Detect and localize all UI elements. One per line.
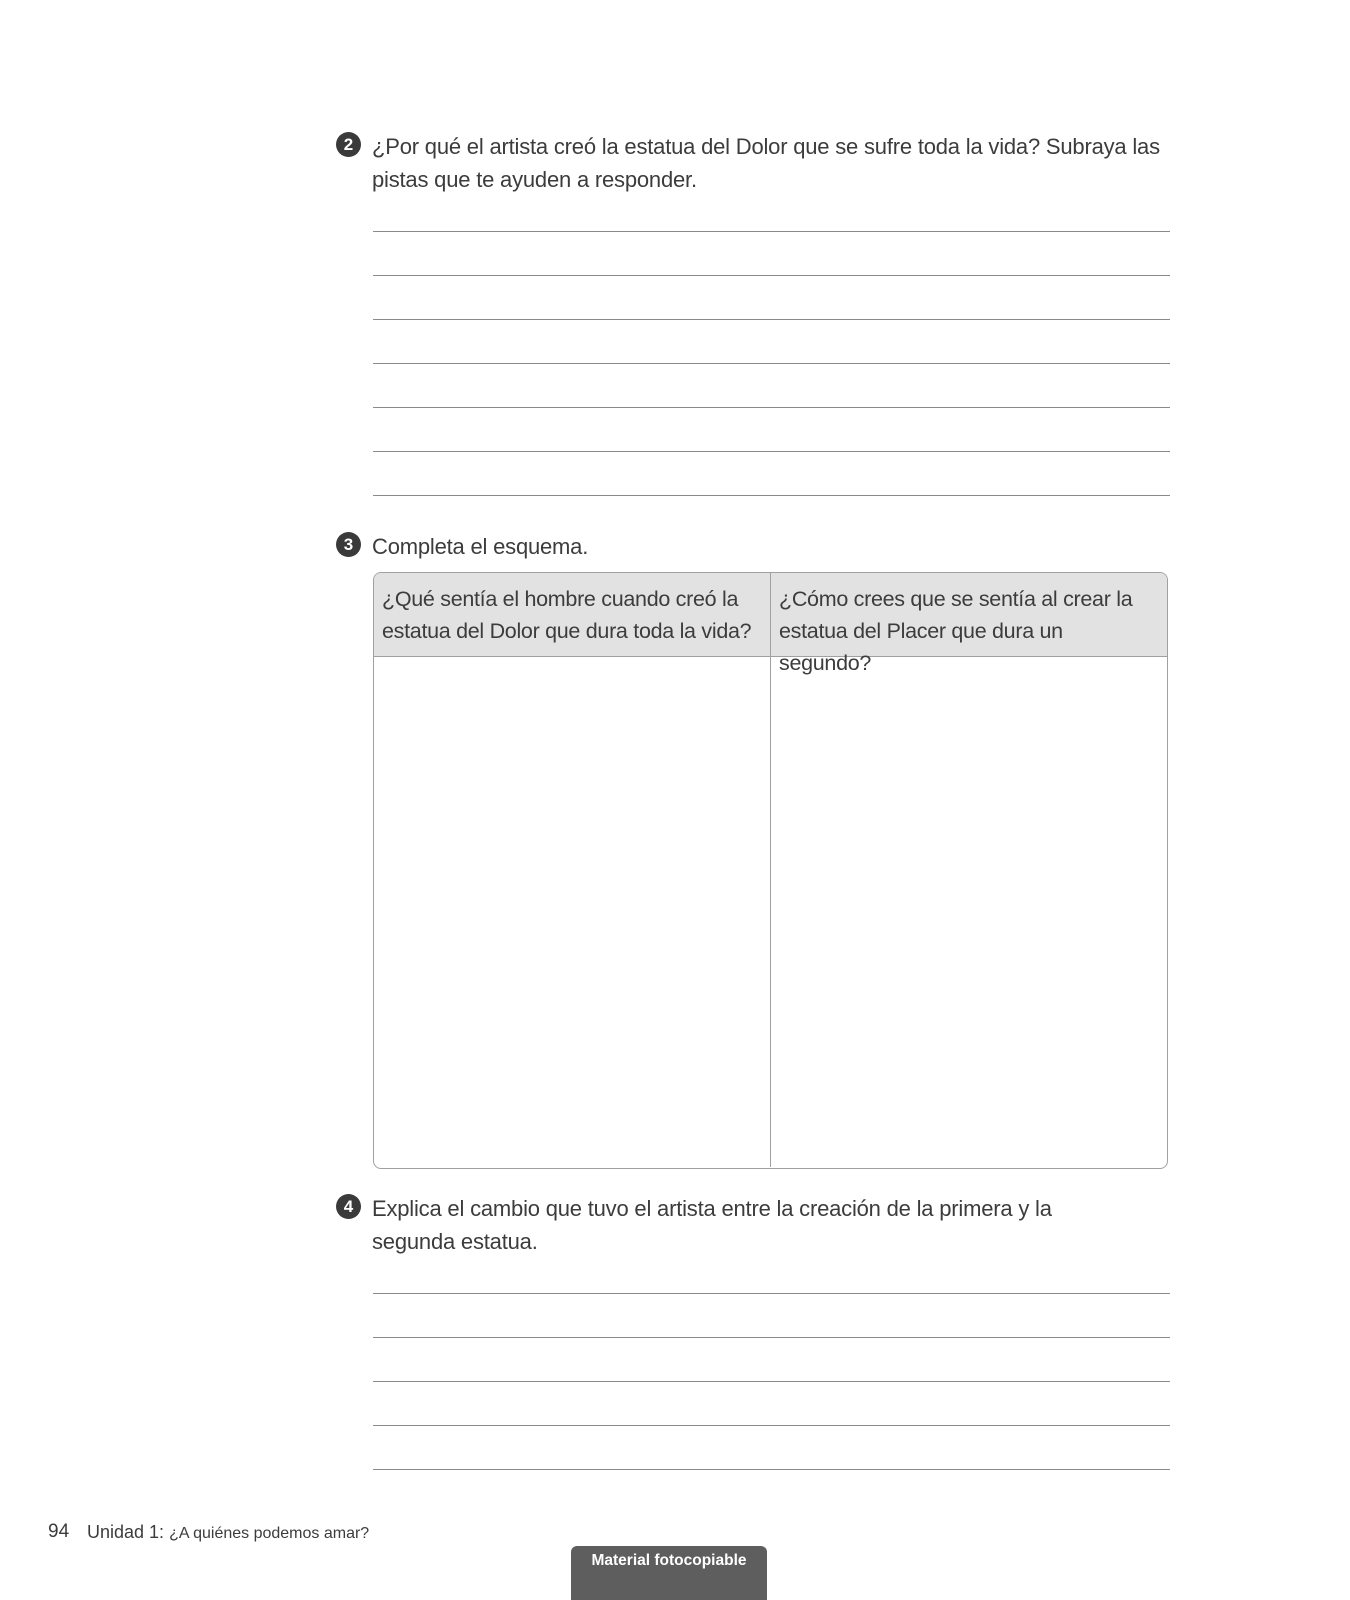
schema-column-header-right: ¿Cómo crees que se sentía al crear la estatua del Placer que dura un segundo? xyxy=(770,573,1167,656)
answer-line[interactable] xyxy=(373,363,1170,364)
question-4 xyxy=(336,1192,1176,1262)
unit-title: ¿A quiénes podemos amar? xyxy=(169,1525,370,1542)
answer-line[interactable] xyxy=(373,407,1170,408)
question-2 xyxy=(336,130,1176,200)
question-number-badge: 2 xyxy=(336,132,361,157)
question-number-badge: 3 xyxy=(336,532,361,557)
answer-line[interactable] xyxy=(373,231,1170,232)
question-3 xyxy=(336,530,1176,566)
schema-body-row xyxy=(374,657,1167,1167)
unit-label xyxy=(87,1522,369,1543)
photocopy-tab: Material fotocopiable xyxy=(571,1546,767,1600)
schema-table xyxy=(373,572,1168,1169)
question-text: Explica el cambio que tuvo el artista entre la creación de la primera y la segunda estatua. xyxy=(372,1196,1052,1254)
answer-lines-question-4[interactable] xyxy=(373,1293,1170,1513)
unit-number: Unidad 1: xyxy=(87,1522,165,1542)
question-number-badge: 4 xyxy=(336,1194,361,1219)
answer-line[interactable] xyxy=(373,1425,1170,1426)
answer-line[interactable] xyxy=(373,275,1170,276)
answer-line[interactable] xyxy=(373,495,1170,496)
answer-line[interactable] xyxy=(373,319,1170,320)
question-text: Completa el esquema. xyxy=(372,534,589,559)
page-number: 94 xyxy=(48,1521,70,1542)
answer-line[interactable] xyxy=(373,1469,1170,1470)
schema-answer-cell-left[interactable] xyxy=(374,657,770,1167)
answer-line[interactable] xyxy=(373,1337,1170,1338)
question-text: ¿Por qué el artista creó la estatua del Dolor que se sufre toda la vida? Subraya las pistas que te ayuden a responder. xyxy=(372,134,1160,192)
schema-header-row xyxy=(374,573,1167,675)
answer-line[interactable] xyxy=(373,1293,1170,1294)
schema-column-header-left: ¿Qué sentía el hombre cuando creó la estatua del Dolor que dura toda la vida? xyxy=(382,587,752,643)
answer-lines-question-2[interactable] xyxy=(373,231,1170,539)
answer-line[interactable] xyxy=(373,1381,1170,1382)
answer-line[interactable] xyxy=(373,451,1170,452)
schema-answer-cell-right[interactable] xyxy=(770,657,1167,1167)
